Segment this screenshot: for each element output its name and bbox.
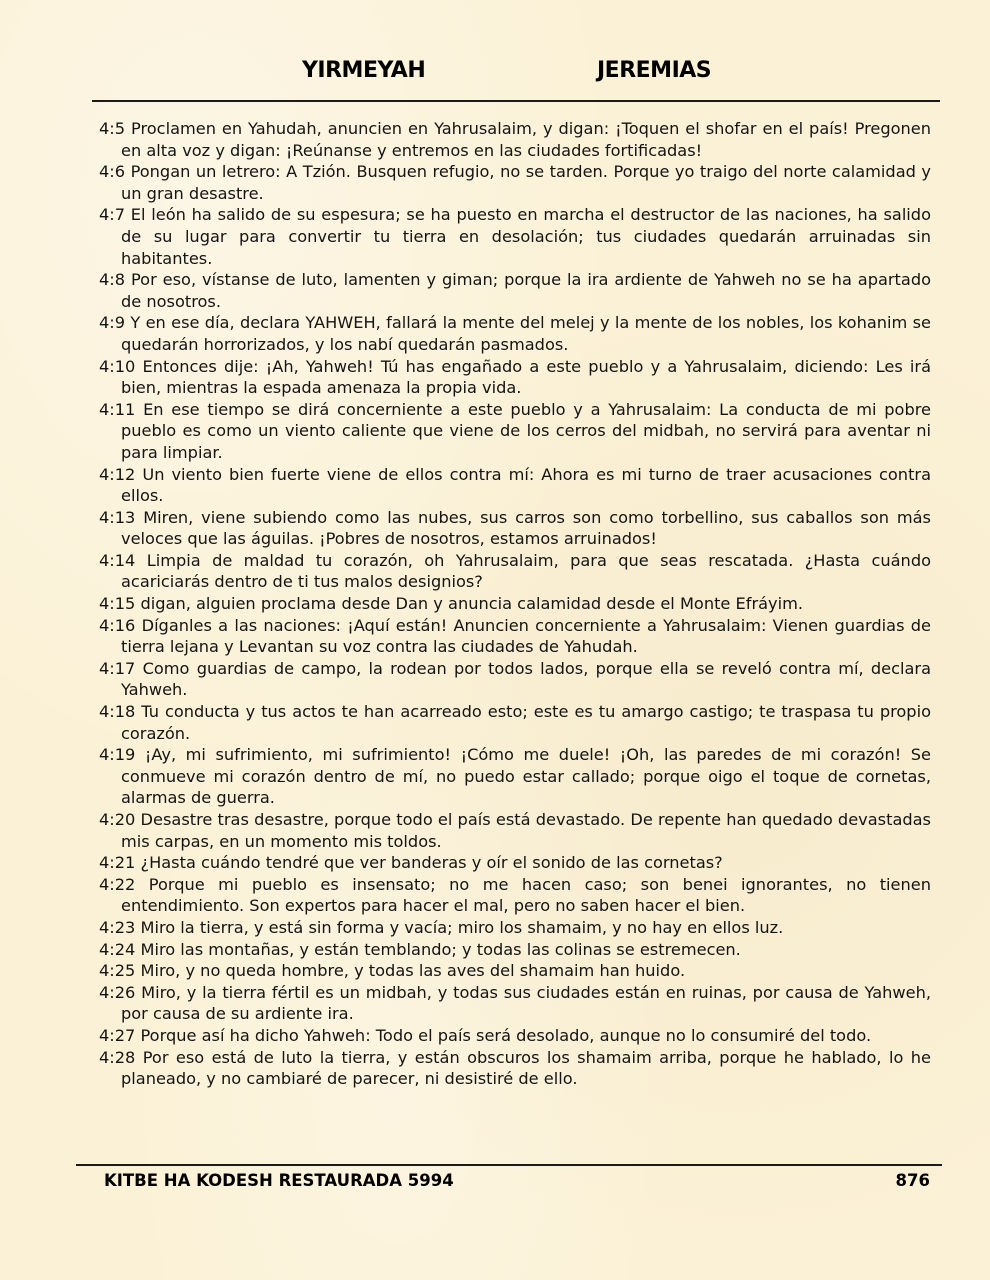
verse: 4:12 Un viento bien fuerte viene de ellos contra mí: Ahora es mi turno de traer acusaciones contra ellos. xyxy=(99,464,931,506)
verse: 4:27 Porque así ha dicho Yahweh: Todo el país será desolado, aunque no lo consumiré del todo. xyxy=(99,1025,872,1045)
verse: 4:22 Porque mi pueblo es insensato; no me hacen caso; son benei ignorantes, no tienen entendimiento. Son expertos para hacer el mal, pero no saben hacer el bien. xyxy=(99,874,931,916)
verse: 4:15 digan, alguien proclama desde Dan y anuncia calamidad desde el Monte Efráyim. xyxy=(99,594,804,614)
verse: 4:19 ¡Ay, mi sufrimiento, mi sufrimiento! ¡Cómo me duele! ¡Oh, las paredes de mi corazón! Se conmueve mi corazón dentro de mí, no puedo estar callado; porque oigo el toque de cornetas, alarmas de guerra. xyxy=(99,745,931,808)
footer-divider xyxy=(76,1164,942,1166)
verse: 4:10 Entonces dije: ¡Ah, Yahweh! Tú has engañado a este pueblo y a Yahrusalaim, diciendo: Les irá bien, mientras la espada amenaza la propia vida. xyxy=(99,356,931,398)
verse: 4:7 El león ha salido de su espesura; se ha puesto en marcha el destructor de las naciones, ha salido de su lugar para convertir tu tierra en desolación; tus ciudades quedarán arruinadas sin habitantes. xyxy=(99,205,931,268)
page-header xyxy=(0,58,990,92)
verse: 4:11 En ese tiempo se dirá concerniente a este pueblo y a Yahrusalaim: La conducta de mi pobre pueblo es como un viento caliente que viene de los cerros del midbah, no servirá para aventar ni para limpiar. xyxy=(99,399,931,462)
verse: 4:18 Tu conducta y tus actos te han acarreado esto; este es tu amargo castigo; te traspasa tu propio corazón. xyxy=(99,702,931,743)
verse: 4:5 Proclamen en Yahudah, anuncien en Yahrusalaim, y digan: ¡Toquen el shofar en el país! Pregonen en alta voz y digan: ¡Reúnanse y entremos en las ciudades fortificadas! xyxy=(99,119,931,160)
book-title-spanish: JEREMIAS xyxy=(597,58,712,83)
verse: 4:13 Miren, viene subiendo como las nubes, sus carros son como torbellino, sus caballos son más veloces que las águilas. ¡Pobres de nosotros, estamos arruinados! xyxy=(99,507,931,549)
header-divider xyxy=(92,100,940,102)
verse: 4:28 Por eso está de luto la tierra, y están obscuros los shamaim arriba, porque he hablado, lo he planeado, y no cambiaré de parecer, ni desistiré de ello. xyxy=(99,1047,931,1089)
verse: 4:23 Miro la tierra, y está sin forma y vacía; miro los shamaim, y no hay en ellos luz. xyxy=(99,917,784,937)
footer-book-title: KITBE HA KODESH RESTAURADA 5994 xyxy=(104,1171,454,1190)
page-number: 876 xyxy=(895,1171,930,1190)
verse: 4:9 Y en ese día, declara YAHWEH, fallará la mente del melej y la mente de los nobles, los kohanim se quedarán horrorizados, y los nabí quedarán pasmados. xyxy=(99,313,931,354)
verse: 4:25 Miro, y no queda hombre, y todas las aves del shamaim han huido. xyxy=(99,961,686,981)
verse: 4:6 Pongan un letrero: A Tzión. Busquen refugio, no se tarden. Porque yo traigo del norte calamidad y un gran desastre. xyxy=(99,162,931,203)
verse-list xyxy=(99,118,931,1090)
verse: 4:14 Limpia de maldad tu corazón, oh Yahrusalaim, para que seas rescatada. ¿Hasta cuándo acariciarás dentro de ti tus malos designios? xyxy=(99,550,931,592)
verse: 4:20 Desastre tras desastre, porque todo el país está devastado. De repente han quedado devastadas mis carpas, en un momento mis toldos. xyxy=(99,810,931,851)
verse: 4:26 Miro, y la tierra fértil es un midbah, y todas sus ciudades están en ruinas, por causa de Yahweh, por causa de su ardiente ira. xyxy=(99,982,931,1024)
verse: 4:16 Díganles a las naciones: ¡Aquí están! Anuncien concerniente a Yahrusalaim: Vienen guardias de tierra lejana y Levantan su voz contra las ciudades de Yahudah. xyxy=(99,615,931,657)
verse: 4:8 Por eso, vístanse de luto, lamenten y giman; porque la ira ardiente de Yahweh no se ha apartado de nosotros. xyxy=(99,270,931,311)
verse: 4:17 Como guardias de campo, la rodean por todos lados, porque ella se reveló contra mí, declara Yahweh. xyxy=(99,658,931,700)
verse: 4:21 ¿Hasta cuándo tendré que ver banderas y oír el sonido de las cornetas? xyxy=(99,853,723,873)
book-title-hebrew: YIRMEYAH xyxy=(302,58,426,83)
verse: 4:24 Miro las montañas, y están temblando; y todas las colinas se estremecen. xyxy=(99,939,741,959)
